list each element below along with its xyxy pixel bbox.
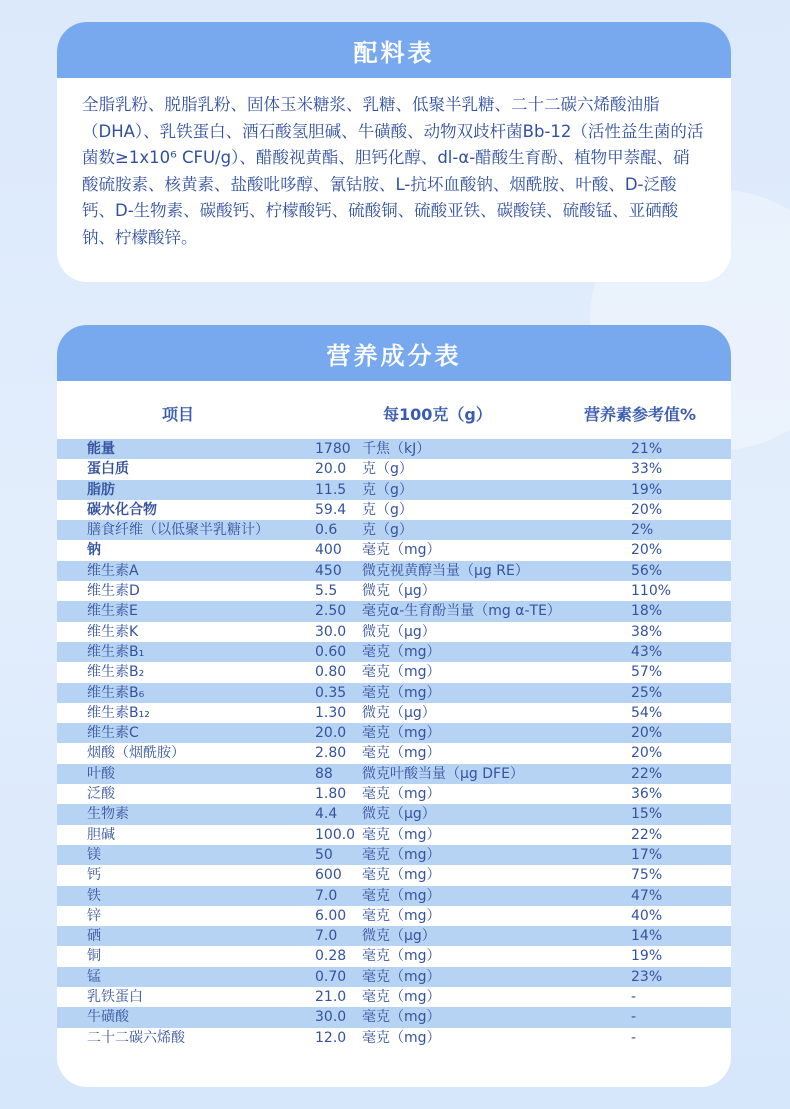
nutrient-nrv: 40% (631, 907, 663, 924)
nutrient-nrv: 22% (631, 826, 663, 843)
nutrition-title: 营养成分表 (57, 325, 731, 381)
nutrient-name: 维生素B₆ (87, 684, 145, 701)
nutrient-unit: 毫克（mg） (362, 826, 441, 843)
nutrient-name: 生物素 (87, 806, 129, 823)
nutrient-value: 0.35 (315, 684, 347, 701)
nutrient-value: 1.80 (315, 786, 347, 803)
nutrient-unit: 毫克（mg） (362, 948, 441, 965)
nutrient-nrv: 14% (631, 928, 663, 945)
table-row (57, 845, 731, 865)
nutrient-unit: 毫克α-生育酚当量（mg α-TE） (362, 603, 561, 620)
nutrient-nrv: 25% (631, 684, 663, 701)
nutrient-unit: 微克叶酸当量（μg DFE） (362, 765, 524, 782)
nutrient-name: 维生素E (87, 603, 138, 620)
nutrient-nrv: 110% (631, 583, 672, 600)
nutrient-value: 6.00 (315, 907, 347, 924)
nutrient-name: 镁 (87, 846, 101, 863)
nutrient-nrv: 20% (631, 542, 663, 559)
nutrient-value: 59.4 (315, 501, 347, 518)
nutrient-name: 铁 (87, 887, 101, 904)
nutrition-table-body (57, 439, 731, 1048)
nutrient-nrv: - (631, 1029, 637, 1046)
table-row (57, 804, 731, 824)
table-row (57, 439, 731, 459)
nutrient-value: 7.0 (315, 928, 338, 945)
nutrient-nrv: 15% (631, 806, 663, 823)
nutrient-name: 铜 (87, 948, 101, 965)
nutrient-unit: 毫克（mg） (362, 786, 441, 803)
nutrient-value: 88 (315, 765, 333, 782)
nutrient-name: 烟酸（烟酰胺） (87, 745, 185, 762)
table-row (57, 622, 731, 642)
nutrient-value: 20.0 (315, 461, 347, 478)
ingredients-text: 全脂乳粉、脱脂乳粉、固体玉米糖浆、乳糖、低聚半乳糖、二十二碳六烯酸油脂（DHA）、乳铁蛋白、酒石酸氢胆碱、牛磺酸、动物双歧杆菌Bb-12（活性益生菌的活菌数≥1x10⁶ CFU/g）、醋酸视黄酯、胆钙化醇、dl-α-醋酸生育酚、植物甲萘醌、硝酸硫胺素、核黄素、盐酸吡哆醇、氰钴胺、L-抗坏血酸钠、烟酰胺、叶酸、D-泛酸钙、D-生物素、碳酸钙、柠檬酸钙、硫酸铜、硫酸亚铁、碳酸镁、硫酸锰、亚硒酸钠、柠檬酸锌。 (82, 95, 704, 247)
nutrient-nrv: 38% (631, 623, 663, 640)
nutrient-nrv: 19% (631, 481, 663, 498)
table-row (57, 865, 731, 885)
table-header (57, 381, 731, 439)
nutrient-unit: 毫克（mg） (362, 968, 441, 985)
nutrient-value: 30.0 (315, 1009, 347, 1026)
nutrient-unit: 毫克（mg） (362, 725, 441, 742)
nutrient-name: 维生素A (87, 562, 139, 579)
table-row (57, 642, 731, 662)
table-row (57, 480, 731, 500)
nutrient-value: 2.80 (315, 745, 347, 762)
nutrient-value: 600 (315, 867, 342, 884)
nutrient-unit: 微克（μg） (362, 623, 436, 640)
nutrient-nrv: - (631, 1009, 637, 1026)
nutrient-name: 维生素D (87, 583, 140, 600)
table-row (57, 1007, 731, 1027)
nutrient-unit: 克（g） (362, 481, 413, 498)
table-row (57, 743, 731, 763)
nutrient-nrv: 54% (631, 704, 663, 721)
table-row (57, 540, 731, 560)
nutrient-name: 胆碱 (87, 826, 115, 843)
nutrient-nrv: 19% (631, 948, 663, 965)
nutrient-unit: 毫克（mg） (362, 846, 441, 863)
nutrient-name: 乳铁蛋白 (87, 989, 143, 1006)
table-row (57, 520, 731, 540)
nutrient-value: 0.6 (315, 522, 338, 539)
nutrient-name: 维生素B₂ (87, 664, 145, 681)
nutrient-unit: 微克（μg） (362, 928, 436, 945)
table-row (57, 662, 731, 682)
nutrient-unit: 毫克（mg） (362, 542, 441, 559)
nutrient-value: 4.4 (315, 806, 338, 823)
table-row (57, 703, 731, 723)
nutrient-name: 维生素K (87, 623, 139, 640)
nutrient-nrv: 75% (631, 867, 663, 884)
table-row (57, 926, 731, 946)
nutrient-nrv: 57% (631, 664, 663, 681)
nutrient-nrv: 23% (631, 968, 663, 985)
nutrient-value: 0.70 (315, 968, 347, 985)
nutrient-name: 锌 (87, 907, 101, 924)
table-row (57, 1028, 731, 1048)
nutrient-nrv: 20% (631, 725, 663, 742)
nutrient-value: 12.0 (315, 1029, 347, 1046)
nutrient-nrv: - (631, 989, 637, 1006)
nutrient-name: 钙 (87, 867, 101, 884)
nutrient-unit: 毫克（mg） (362, 1029, 441, 1046)
table-row (57, 886, 731, 906)
nutrient-nrv: 36% (631, 786, 663, 803)
nutrient-unit: 毫克（mg） (362, 907, 441, 924)
nutrient-unit: 毫克（mg） (362, 643, 441, 660)
nutrient-name: 能量 (87, 441, 115, 457)
nutrient-name: 硒 (87, 928, 101, 945)
nutrient-value: 30.0 (315, 623, 347, 640)
nutrient-nrv: 20% (631, 501, 663, 518)
nutrient-value: 0.60 (315, 643, 347, 660)
nutrient-nrv: 47% (631, 887, 663, 904)
nutrient-nrv: 22% (631, 765, 663, 782)
nutrient-name: 叶酸 (87, 765, 115, 782)
nutrient-unit: 毫克（mg） (362, 887, 441, 904)
nutrient-unit: 微克（μg） (362, 806, 436, 823)
nutrient-unit: 毫克（mg） (362, 1009, 441, 1026)
nutrient-value: 1.30 (315, 704, 347, 721)
nutrient-name: 钠 (87, 542, 101, 559)
nutrient-value: 450 (315, 562, 342, 579)
table-row (57, 561, 731, 581)
ingredients-title: 配料表 (57, 22, 731, 78)
nutrient-value: 400 (315, 542, 342, 559)
nutrient-name: 维生素B₁₂ (87, 704, 150, 721)
ingredients-card (57, 22, 731, 282)
table-row (57, 581, 731, 601)
nutrient-name: 泛酸 (87, 786, 115, 803)
table-row (57, 906, 731, 926)
nutrient-name: 牛磺酸 (87, 1009, 129, 1026)
table-row (57, 601, 731, 621)
nutrient-value: 100.0 (315, 826, 356, 843)
nutrient-nrv: 43% (631, 643, 663, 660)
nutrient-value: 5.5 (315, 583, 338, 600)
nutrient-nrv: 2% (631, 522, 654, 539)
nutrient-name: 蛋白质 (87, 461, 129, 478)
header-item: 项目 (162, 405, 195, 424)
nutrient-nrv: 21% (631, 441, 663, 457)
header-per100g: 每100克（g） (383, 405, 492, 424)
nutrient-unit: 微克（μg） (362, 704, 436, 721)
nutrient-nrv: 56% (631, 562, 663, 579)
nutrient-value: 21.0 (315, 989, 347, 1006)
nutrient-name: 维生素B₁ (87, 643, 145, 660)
nutrient-value: 7.0 (315, 887, 338, 904)
nutrient-unit: 千焦（kJ） (362, 441, 431, 457)
nutrient-name: 脂肪 (87, 481, 115, 498)
nutrient-unit: 克（g） (362, 522, 413, 539)
nutrient-name: 二十二碳六烯酸 (87, 1029, 185, 1046)
nutrient-nrv: 17% (631, 846, 663, 863)
nutrient-unit: 毫克（mg） (362, 745, 441, 762)
nutrient-unit: 微克视黄醇当量（μg RE） (362, 562, 529, 579)
table-row (57, 987, 731, 1007)
nutrient-nrv: 20% (631, 745, 663, 762)
nutrient-name: 碳水化合物 (87, 501, 157, 518)
nutrient-value: 2.50 (315, 603, 347, 620)
table-row (57, 967, 731, 987)
table-row (57, 825, 731, 845)
nutrient-unit: 毫克（mg） (362, 684, 441, 701)
nutrient-unit: 克（g） (362, 501, 413, 518)
table-row (57, 500, 731, 520)
nutrient-unit: 克（g） (362, 461, 413, 478)
nutrient-unit: 毫克（mg） (362, 867, 441, 884)
table-row (57, 683, 731, 703)
nutrition-card (57, 325, 731, 1087)
table-row (57, 784, 731, 804)
header-nrv: 营养素参考值% (584, 405, 697, 424)
nutrient-unit: 毫克（mg） (362, 664, 441, 681)
table-row (57, 764, 731, 784)
nutrient-nrv: 33% (631, 461, 663, 478)
table-row (57, 946, 731, 966)
nutrient-nrv: 18% (631, 603, 663, 620)
nutrient-value: 50 (315, 846, 333, 863)
table-row (57, 459, 731, 479)
nutrient-name: 锰 (87, 968, 101, 985)
table-row (57, 723, 731, 743)
nutrient-value: 11.5 (315, 481, 347, 498)
nutrient-value: 0.80 (315, 664, 347, 681)
nutrient-value: 1780 (315, 441, 351, 457)
nutrient-name: 膳食纤维（以低聚半乳糖计） (87, 522, 269, 539)
nutrient-value: 20.0 (315, 725, 347, 742)
nutrient-unit: 毫克（mg） (362, 989, 441, 1006)
nutrient-unit: 微克（μg） (362, 583, 436, 600)
nutrient-value: 0.28 (315, 948, 347, 965)
nutrient-name: 维生素C (87, 725, 139, 742)
